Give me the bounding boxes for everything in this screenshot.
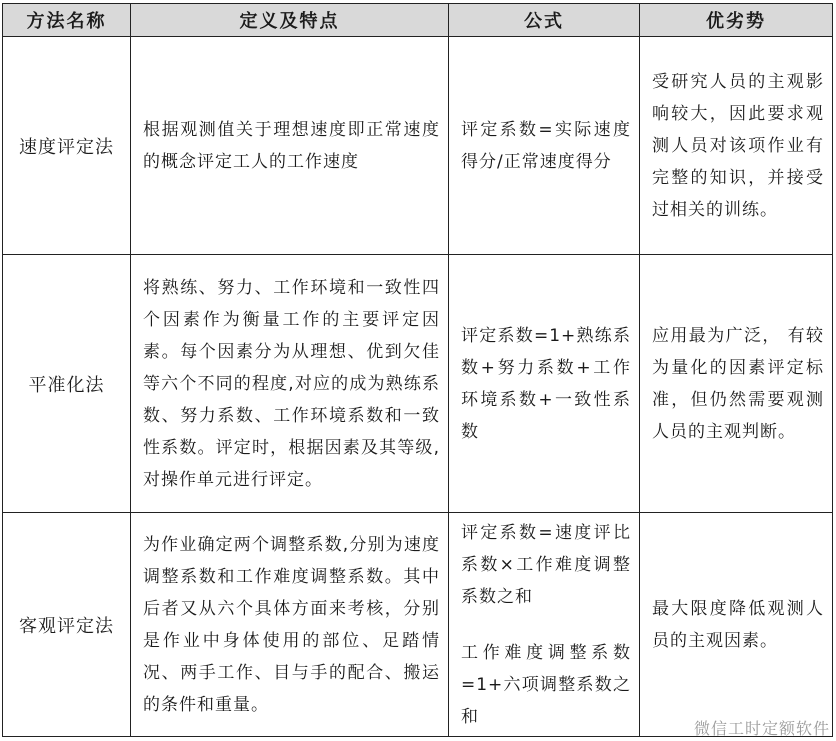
header-method-name: 方法名称 [3, 4, 131, 37]
formula-cell [449, 513, 640, 737]
header-row [3, 4, 833, 37]
definition-cell [131, 513, 449, 737]
table-row [3, 513, 833, 737]
table-row [3, 37, 833, 255]
watermark: 微信工时定额软件 [693, 719, 830, 738]
formula-cell [449, 255, 640, 513]
method-name-cell: 平准化法 [3, 255, 131, 513]
pros-cons-cell [640, 37, 833, 255]
formula-text: 评定系数=1+熟练系数+努力系数+工作环境系数+一致性系数 [461, 325, 631, 442]
method-name-cell: 速度评定法 [3, 37, 131, 255]
definition-text: 根据观测值关于理想速度即正常速度的概念评定工人的工作速度 [143, 119, 440, 172]
pros-cons-cell [640, 513, 833, 737]
formula-text: 评定系数=实际速度得分/正常速度得分 [461, 119, 631, 172]
table-row [3, 255, 833, 513]
pros-cons-text: 最大限度降低观测人员的主观因素。 [652, 598, 824, 651]
pros-cons-cell [640, 255, 833, 513]
definition-cell [131, 255, 449, 513]
header-formula: 公式 [449, 4, 640, 37]
definition-text: 为作业确定两个调整系数,分别为速度调整系数和工作难度调整系数。其中后者又从六个具体方面来考核，分别是作业中身体使用的部位、足踏情况、两手工作、目与手的配合、搬运的条件和重量。 [143, 534, 440, 715]
rating-methods-table [2, 3, 833, 737]
method-name-cell: 客观评定法 [3, 513, 131, 737]
header-definition: 定义及特点 [131, 4, 449, 37]
pros-cons-text: 应用最为广泛， 有较为量化的因素评定标准，但仍然需要观测人员的主观判断。 [652, 325, 824, 442]
header-pros-cons: 优劣势 [640, 4, 833, 37]
formula-cell [449, 37, 640, 255]
formula-text-secondary: 工作难度调整系数=1+六项调整系数之和 [461, 642, 631, 727]
formula-text: 评定系数=速度评比系数×工作难度调整系数之和 [461, 522, 631, 607]
definition-text: 将熟练、努力、工作环境和一致性四个因素作为衡量工作的主要评定因素。每个因素分为从理想、优到欠佳等六个不同的程度,对应的成为熟练系数、努力系数、工作环境系数和一致性系数。评定时，根据因素及其等级,对操作单元进行评定。 [143, 277, 440, 490]
pros-cons-text: 受研究人员的主观影响较大，因此要求观测人员对该项作业有完整的知识，并接受过相关的训练。 [652, 71, 824, 220]
definition-cell [131, 37, 449, 255]
